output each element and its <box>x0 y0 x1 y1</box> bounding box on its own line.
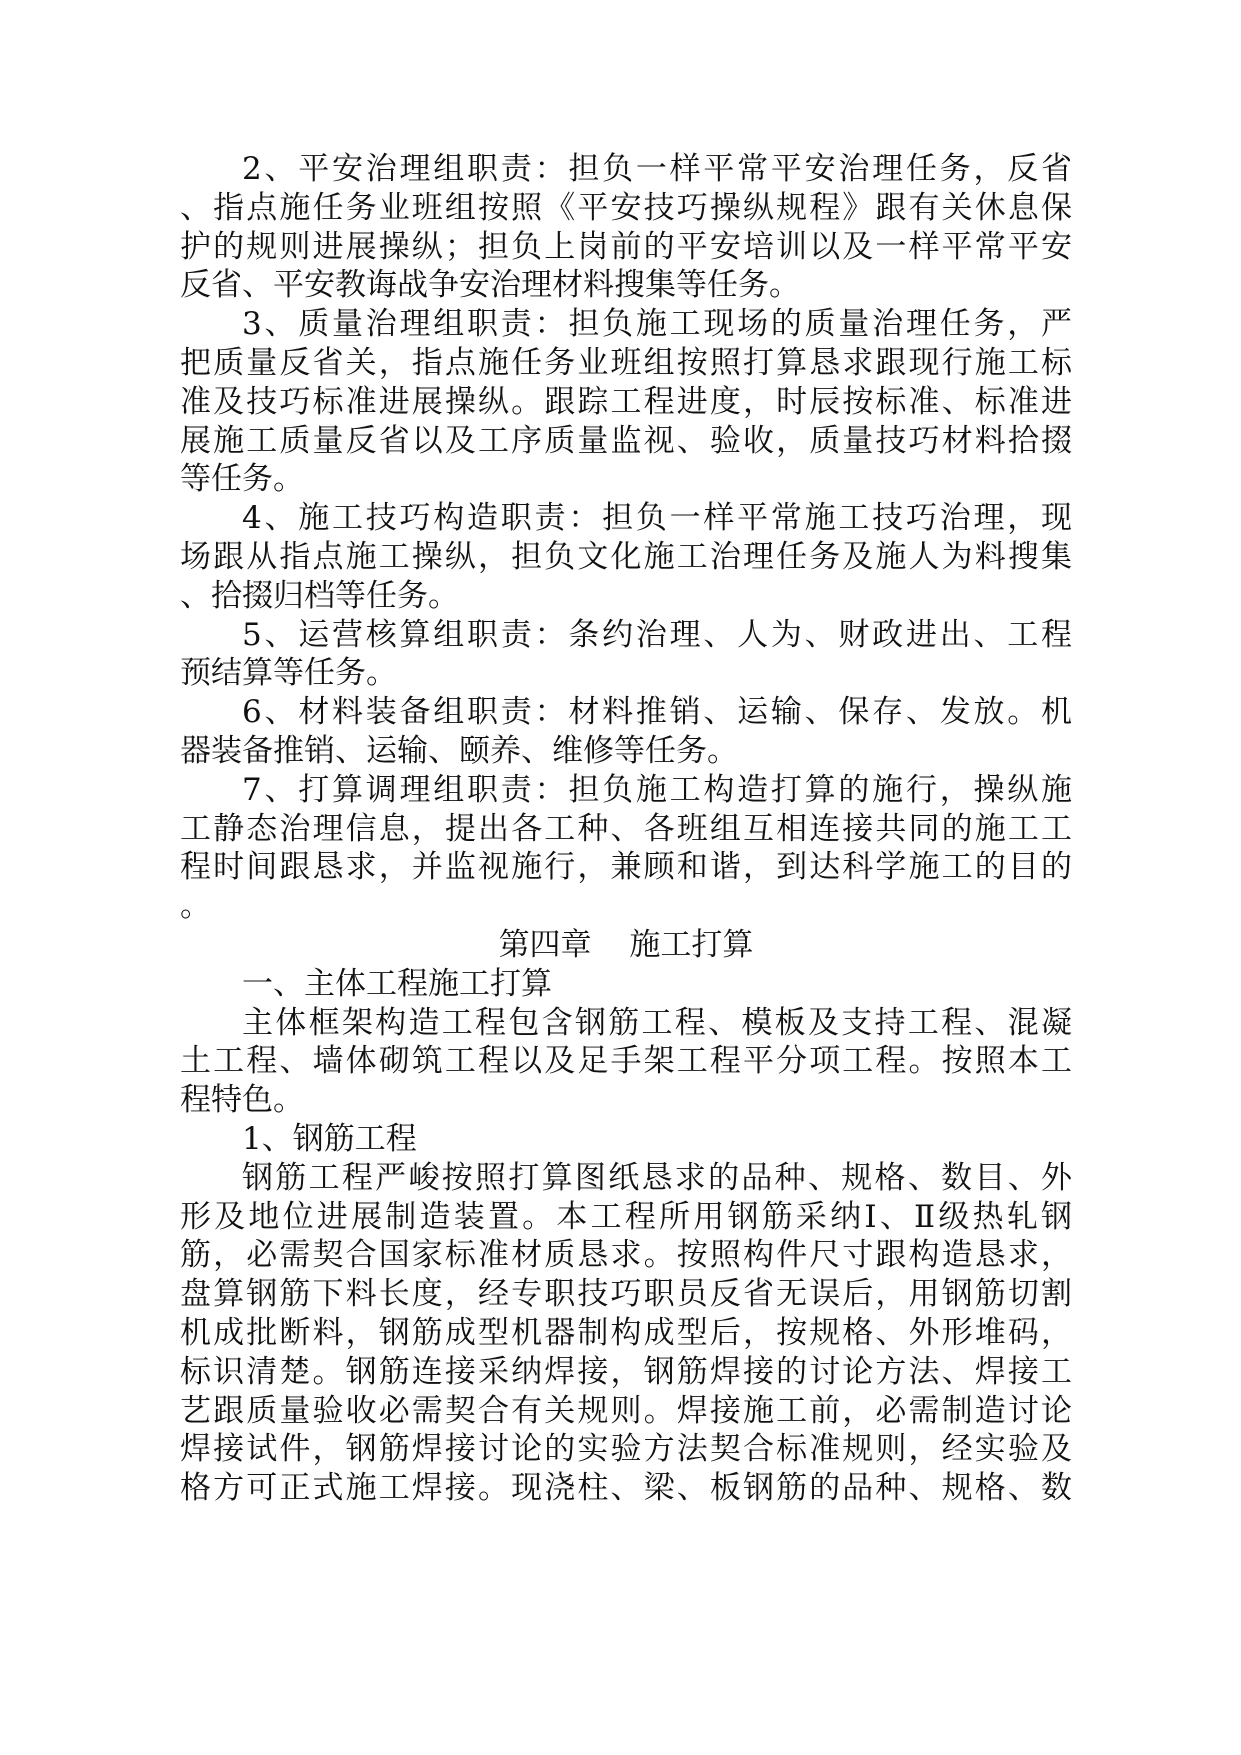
text-line: 2、平安治理组职责：担负一样平常平安治理任务，反省 <box>242 151 1072 187</box>
text-line: 器装备推销、运输、颐养、维修等任务。 <box>180 732 738 769</box>
document-body <box>180 150 1072 1508</box>
paragraph-technical-group <box>180 499 1072 615</box>
paragraph-main-structure-intro <box>180 1004 1072 1120</box>
text-line: 艺跟质量验收必需契合有关规则。焊接施工前，必需制造讨论 <box>180 1392 1072 1429</box>
text-line: 、拾掇归档等任务。 <box>180 577 459 614</box>
text-line: 格方可正式施工焊接。现浇柱、梁、板钢筋的品种、规格、数 <box>180 1470 1072 1507</box>
chapter-heading: 第四章 施工打算 <box>498 926 754 963</box>
text-line: 准及技巧标准进展操纵。跟踪工程进度，时辰按标准、标准进 <box>180 383 1072 420</box>
text-line: 程特色。 <box>180 1082 304 1119</box>
text-line: 程时间跟恳求，并监视施行，兼顾和谐，到达科学施工的目的 <box>180 849 1072 886</box>
text-line: 反省、平安教诲战争安治理材料搜集等任务。 <box>180 267 800 304</box>
text-line: 场跟从指点施工操纵，担负文化施工治理任务及施人为料搜集 <box>180 538 1072 575</box>
text-line: 、指点施任务业班组按照《平安技巧操纵规程》跟有关休息保 <box>180 189 1072 226</box>
paragraph-safety-group <box>180 150 1072 305</box>
paragraph-rebar-engineering <box>180 1159 1072 1508</box>
text-line: 盘算钢筋下料长度，经专职技巧职员反省无误后，用钢筋切割 <box>180 1276 1072 1313</box>
text-line: 等任务。 <box>180 461 304 498</box>
text-line: 6、材料装备组职责：材料推销、运输、保存、发放。机 <box>242 694 1072 731</box>
subsection-heading: 1、钢筋工程 <box>242 1120 417 1157</box>
text-line: 。 <box>180 888 211 925</box>
text-line: 机成批断料，钢筋成型机器制构成型后，按规格、外形堆码， <box>180 1314 1072 1351</box>
text-line: 5、运营核算组职责：条约治理、人为、财政进出、工程 <box>242 616 1072 653</box>
text-line: 形及地位进展制造装置。本工程所用钢筋采纳Ⅰ、Ⅱ级热轧钢 <box>180 1198 1072 1235</box>
text-line: 3、质量治理组职责：担负施工现场的质量治理任务，严 <box>242 306 1072 343</box>
text-line: 土工程、墙体砌筑工程以及足手架工程平分项工程。按照本工 <box>180 1043 1072 1080</box>
text-line: 标识清楚。钢筋连接采纳焊接，钢筋焊接的讨论方法、焊接工 <box>180 1353 1072 1390</box>
text-line: 工静态治理信息，提出各工种、各班组互相连接共同的施工工 <box>180 810 1072 847</box>
text-line: 主体框架构造工程包含钢筋工程、模板及支持工程、混凝 <box>242 1004 1072 1041</box>
paragraph-quality-group <box>180 305 1072 499</box>
text-line: 预结算等任务。 <box>180 655 397 692</box>
text-line: 7、打算调理组职责：担负施工构造打算的施行，操纵施 <box>242 771 1072 808</box>
paragraph-scheduling-group <box>180 771 1072 926</box>
text-line: 钢筋工程严峻按照打算图纸恳求的品种、规格、数目、外 <box>242 1159 1072 1196</box>
paragraph-accounting-group <box>180 616 1072 694</box>
text-line: 展施工质量反省以及工序质量监视、验收，质量技巧材料拾掇 <box>180 422 1072 459</box>
paragraph-materials-group <box>180 693 1072 771</box>
text-line: 焊接试件，钢筋焊接讨论的实验方法契合标准规则，经实验及 <box>180 1431 1072 1468</box>
text-line: 筋，必需契合国家标准材质恳求。按照构件尺寸跟构造恳求， <box>180 1237 1072 1274</box>
text-line: 护的规则进展操纵；担负上岗前的平安培训以及一样平常平安 <box>180 228 1072 265</box>
text-line: 把质量反省关，指点施任务业班组按照打算恳求跟现行施工标 <box>180 344 1072 381</box>
text-line: 4、施工技巧构造职责：担负一样平常施工技巧治理，现 <box>242 500 1072 537</box>
section-heading: 一、主体工程施工打算 <box>242 965 552 1002</box>
